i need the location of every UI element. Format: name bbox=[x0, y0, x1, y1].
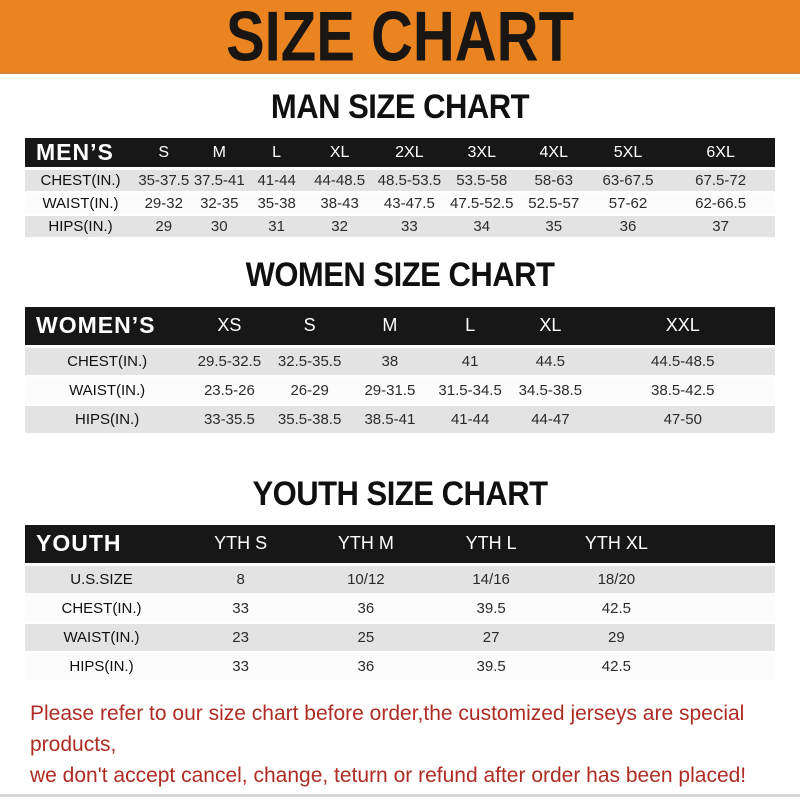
size-cell: 53.5-58 bbox=[446, 169, 518, 192]
women-hips-row bbox=[25, 405, 775, 434]
spacer-cell bbox=[679, 623, 775, 652]
disclaimer-line-1: Please refer to our size chart before order,the customized jerseys are special products, bbox=[30, 701, 745, 756]
women-chest-row bbox=[25, 347, 775, 376]
men-size-table bbox=[25, 138, 775, 239]
disclaimer-line-2: we don't accept cancel, change, teturn or refund after order has been placed! bbox=[30, 763, 747, 787]
size-cell: 67.5-72 bbox=[666, 169, 775, 192]
size-cell: 23.5-26 bbox=[189, 376, 269, 405]
size-cell: 34.5-38.5 bbox=[510, 376, 590, 405]
size-cell: 31 bbox=[247, 215, 306, 238]
youth-hips-row bbox=[25, 652, 775, 681]
women-col-header-s: S bbox=[270, 307, 350, 347]
size-cell: 35.5-38.5 bbox=[270, 405, 350, 434]
spacer-cell bbox=[679, 652, 775, 681]
size-cell: 38.5-41 bbox=[350, 405, 430, 434]
size-cell: 58-63 bbox=[518, 169, 590, 192]
size-cell: 42.5 bbox=[554, 652, 679, 681]
size-cell: 37 bbox=[666, 215, 775, 238]
size-cell: 32.5-35.5 bbox=[270, 347, 350, 376]
size-cell: 29.5-32.5 bbox=[189, 347, 269, 376]
size-cell: 41 bbox=[430, 347, 510, 376]
size-cell: 62-66.5 bbox=[666, 192, 775, 215]
size-cell: 27 bbox=[429, 623, 554, 652]
youth-waist-row bbox=[25, 623, 775, 652]
size-cell: 57-62 bbox=[590, 192, 667, 215]
youth-section-heading: YOUTH SIZE CHART bbox=[252, 473, 548, 513]
size-cell: 33 bbox=[178, 594, 303, 623]
size-cell: 10/12 bbox=[303, 565, 428, 594]
size-cell: 39.5 bbox=[429, 652, 554, 681]
women-size-table bbox=[25, 307, 775, 435]
men-hips-row bbox=[25, 215, 775, 238]
size-cell: 34 bbox=[446, 215, 518, 238]
women-header-row bbox=[25, 307, 775, 347]
size-cell: 41-44 bbox=[430, 405, 510, 434]
size-cell: 38.5-42.5 bbox=[591, 376, 776, 405]
youth-col-header-l: YTH L bbox=[429, 525, 554, 565]
size-cell: 29 bbox=[136, 215, 192, 238]
size-cell: 38 bbox=[350, 347, 430, 376]
row-label: WAIST(IN.) bbox=[25, 376, 189, 405]
men-chest-row bbox=[25, 169, 775, 192]
men-col-header-5xl: 5XL bbox=[590, 138, 667, 169]
size-cell: 38-43 bbox=[306, 192, 373, 215]
size-cell: 43-47.5 bbox=[373, 192, 446, 215]
men-section-heading: MAN SIZE CHART bbox=[270, 87, 530, 126]
men-col-header-6xl: 6XL bbox=[666, 138, 775, 169]
size-cell: 33 bbox=[178, 652, 303, 681]
women-table-title: WOMEN’S bbox=[25, 307, 189, 347]
youth-table-title: YOUTH bbox=[25, 525, 178, 565]
men-section bbox=[0, 87, 800, 239]
men-table-title: MEN’S bbox=[25, 138, 136, 169]
youth-col-header-s: YTH S bbox=[178, 525, 303, 565]
men-col-header-3xl: 3XL bbox=[446, 138, 518, 169]
women-col-header-m: M bbox=[350, 307, 430, 347]
row-label: CHEST(IN.) bbox=[25, 347, 189, 376]
size-cell: 32-35 bbox=[192, 192, 248, 215]
youth-col-header-m: YTH M bbox=[303, 525, 428, 565]
size-cell: 31.5-34.5 bbox=[430, 376, 510, 405]
size-cell: 44-47 bbox=[510, 405, 590, 434]
size-cell: 32 bbox=[306, 215, 373, 238]
youth-chest-row bbox=[25, 594, 775, 623]
size-cell: 30 bbox=[192, 215, 248, 238]
size-cell: 14/16 bbox=[429, 565, 554, 594]
men-col-header-4xl: 4XL bbox=[518, 138, 590, 169]
size-cell: 63-67.5 bbox=[590, 169, 667, 192]
spacer-cell bbox=[679, 594, 775, 623]
women-col-header-xl: XL bbox=[510, 307, 590, 347]
men-col-header-m: M bbox=[192, 138, 248, 169]
row-label: WAIST(IN.) bbox=[25, 623, 178, 652]
row-label: HIPS(IN.) bbox=[25, 405, 189, 434]
size-cell: 41-44 bbox=[247, 169, 306, 192]
women-waist-row bbox=[25, 376, 775, 405]
size-cell: 44-48.5 bbox=[306, 169, 373, 192]
row-label: WAIST(IN.) bbox=[25, 192, 136, 215]
row-label: CHEST(IN.) bbox=[25, 169, 136, 192]
men-header-row bbox=[25, 138, 775, 169]
men-col-header-2xl: 2XL bbox=[373, 138, 446, 169]
size-cell: 36 bbox=[590, 215, 667, 238]
row-label: CHEST(IN.) bbox=[25, 594, 178, 623]
size-cell: 47-50 bbox=[591, 405, 776, 434]
youth-ussize-row bbox=[25, 565, 775, 594]
size-cell: 37.5-41 bbox=[192, 169, 248, 192]
women-col-header-xs: XS bbox=[189, 307, 269, 347]
youth-size-table bbox=[25, 525, 775, 682]
men-col-header-l: L bbox=[247, 138, 306, 169]
size-cell: 18/20 bbox=[554, 565, 679, 594]
size-cell: 42.5 bbox=[554, 594, 679, 623]
size-cell: 25 bbox=[303, 623, 428, 652]
size-cell: 48.5-53.5 bbox=[373, 169, 446, 192]
size-cell: 33-35.5 bbox=[189, 405, 269, 434]
disclaimer bbox=[30, 698, 800, 791]
size-cell: 8 bbox=[178, 565, 303, 594]
size-cell: 36 bbox=[303, 652, 428, 681]
youth-section bbox=[0, 473, 800, 682]
spacer-cell bbox=[679, 525, 775, 565]
youth-header-row bbox=[25, 525, 775, 565]
women-col-header-xxl: XXL bbox=[591, 307, 776, 347]
size-cell: 29-31.5 bbox=[350, 376, 430, 405]
spacer-cell bbox=[679, 565, 775, 594]
row-label: U.S.SIZE bbox=[25, 565, 178, 594]
women-col-header-l: L bbox=[430, 307, 510, 347]
youth-col-header-xl: YTH XL bbox=[554, 525, 679, 565]
women-section-heading: WOMEN SIZE CHART bbox=[245, 254, 555, 294]
size-cell: 35 bbox=[518, 215, 590, 238]
women-section bbox=[0, 254, 800, 435]
size-cell: 29 bbox=[554, 623, 679, 652]
size-cell: 35-37.5 bbox=[136, 169, 192, 192]
size-cell: 26-29 bbox=[270, 376, 350, 405]
men-col-header-s: S bbox=[136, 138, 192, 169]
size-cell: 44.5 bbox=[510, 347, 590, 376]
size-cell: 44.5-48.5 bbox=[591, 347, 776, 376]
row-label: HIPS(IN.) bbox=[25, 652, 178, 681]
size-cell: 47.5-52.5 bbox=[446, 192, 518, 215]
men-waist-row bbox=[25, 192, 775, 215]
banner bbox=[0, 0, 800, 74]
banner-title: SIZE CHART bbox=[226, 0, 574, 76]
size-cell: 35-38 bbox=[247, 192, 306, 215]
size-cell: 23 bbox=[178, 623, 303, 652]
row-label: HIPS(IN.) bbox=[25, 215, 136, 238]
size-cell: 36 bbox=[303, 594, 428, 623]
men-col-header-xl: XL bbox=[306, 138, 373, 169]
size-cell: 52.5-57 bbox=[518, 192, 590, 215]
size-cell: 33 bbox=[373, 215, 446, 238]
size-cell: 29-32 bbox=[136, 192, 192, 215]
size-cell: 39.5 bbox=[429, 594, 554, 623]
bottom-divider bbox=[0, 794, 800, 797]
